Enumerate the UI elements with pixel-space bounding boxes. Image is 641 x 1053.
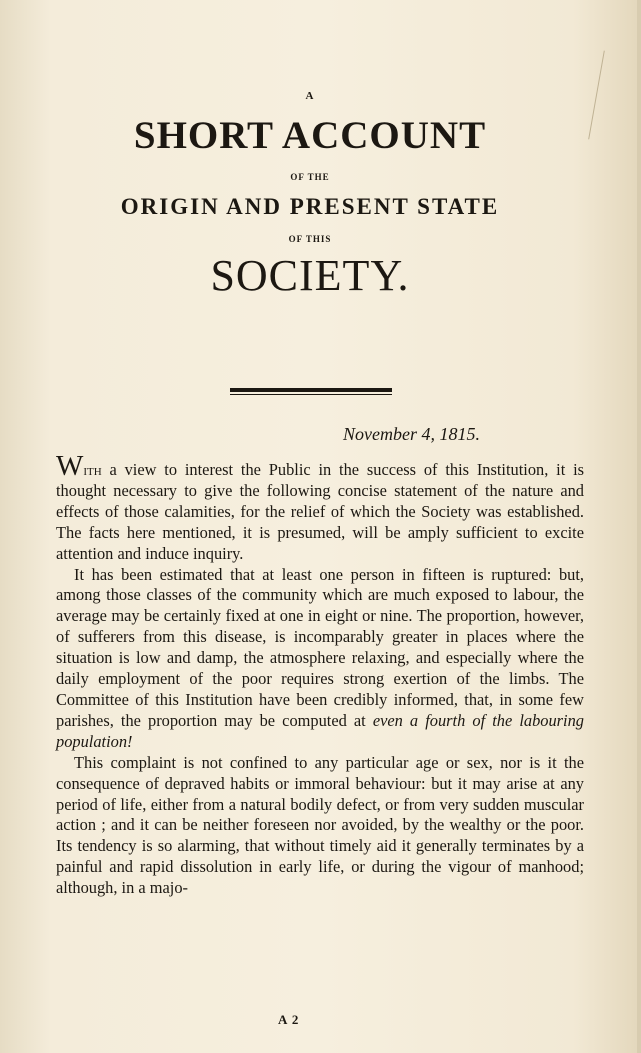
signature-mark: A 2 — [278, 1012, 300, 1027]
paragraph-1-text: a view to interest the Public in the success of this Institution, it is thought necessary to give the following concise statement of the nature and effects of those calamities, for the relief of which the Society was established. The facts here mentioned, it is presumed, will be amply sufficient to excite attention and induce inquiry. — [56, 460, 584, 563]
paragraph-1 — [56, 450, 584, 565]
small-caps-word: ith — [83, 460, 102, 479]
title-line-3: SOCIETY. — [210, 251, 410, 300]
paragraph-2-text: It has been estimated that at least one person in fifteen is ruptured: but, among those classes of the community which are much exposed to labour, the average may be certainly fixed at one in eight or nine. The proportion, however, of sufferers from this disease, is incomparably greater in places where the situation is low and damp, the atmosphere relaxing, and especially where the daily employment of the poor requires strong exertion of the limbs. The Committee of this Institution have been credibly informed, that, in some few parishes, the proportion may be computed at — [56, 564, 584, 730]
paragraph-2 — [56, 565, 584, 753]
paragraph-2-emphasis: even a fourth of the labouring population! — [56, 710, 584, 751]
title-block — [0, 90, 620, 300]
paragraph-3 — [56, 753, 584, 899]
title-of-this: OF THIS — [288, 234, 332, 244]
title-article: A — [305, 90, 315, 102]
ornamental-rule — [230, 388, 392, 395]
rule-thick — [230, 388, 392, 392]
body-text — [56, 450, 584, 899]
title-line-2: ORIGIN AND PRESENT STATE — [120, 194, 500, 219]
drop-cap: W — [56, 450, 84, 482]
date-line: November 4, 1815. — [343, 424, 480, 444]
rule-thin — [230, 394, 392, 395]
title-of-the: OF THE — [290, 172, 330, 182]
paragraph-3-text: This complaint is not confined to any particular age or sex, nor is it the consequence of depraved habits or immoral behaviour: but it may arise at any period of life, either from a natural bodily defect, or from very sudden muscular action ; and it can be neither foreseen nor avoided, by the wealthy or the poor. Its tendency is so alarming, that without timely aid it generally terminates by a painful and rapid dissolution in early life, or during the vigour of manhood; although, in a majo- — [56, 752, 584, 898]
title-line-1: SHORT ACCOUNT — [133, 114, 487, 157]
